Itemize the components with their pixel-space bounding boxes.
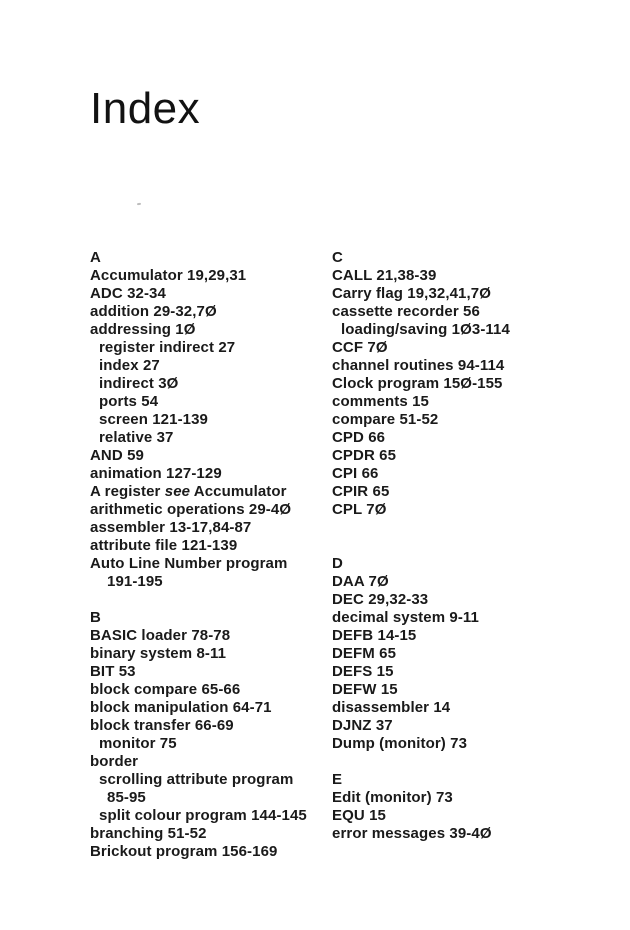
index-entry xyxy=(90,519,332,537)
entry-text: DEFS 15 xyxy=(332,663,394,680)
index-entry xyxy=(90,663,332,681)
index-entry xyxy=(332,735,600,753)
index-entry xyxy=(90,447,332,465)
index-columns xyxy=(90,249,600,861)
entry-text: attribute file 121-139 xyxy=(90,537,238,554)
entry-text: DAA 7Ø xyxy=(332,573,389,590)
entry-text: DEFB 14-15 xyxy=(332,627,417,644)
section-letter-heading: E xyxy=(332,771,343,788)
index-entry xyxy=(90,357,332,375)
entry-text: index 27 xyxy=(99,357,160,374)
entry-text: Carry flag 19,32,41,7Ø xyxy=(332,285,491,302)
index-entry xyxy=(90,339,332,357)
entry-text: binary system 8-11 xyxy=(90,645,227,662)
index-entry xyxy=(332,375,600,393)
index-entry xyxy=(332,573,600,591)
index-column-left xyxy=(90,249,332,861)
index-entry xyxy=(90,573,332,591)
index-column-right xyxy=(332,249,600,861)
entry-text: Brickout program 156-169 xyxy=(90,843,278,860)
index-section-b xyxy=(90,609,332,861)
section-letter-heading: D xyxy=(332,555,343,572)
page-title: Index xyxy=(90,84,201,134)
index-entry xyxy=(332,609,600,627)
entry-text: EQU 15 xyxy=(332,807,386,824)
index-section-e xyxy=(332,771,600,843)
index-entry xyxy=(332,465,600,483)
entry-text: screen 121-139 xyxy=(99,411,208,428)
index-entry xyxy=(90,699,332,717)
index-entry xyxy=(332,393,600,411)
section-letter-heading: C xyxy=(332,249,343,266)
index-entry xyxy=(332,339,600,357)
index-entry xyxy=(90,375,332,393)
entry-text: decimal system 9-11 xyxy=(332,609,479,626)
index-entry xyxy=(332,627,600,645)
entry-text: Clock program 15Ø-155 xyxy=(332,375,503,392)
index-entry xyxy=(90,537,332,555)
entry-text: scrolling attribute program xyxy=(99,771,294,788)
entry-text: assembler 13-17,84-87 xyxy=(90,519,252,536)
entry-text: indirect 3Ø xyxy=(99,375,179,392)
index-entry xyxy=(90,321,332,339)
entry-text: CALL 21,38-39 xyxy=(332,267,437,284)
index-entry xyxy=(90,555,332,573)
index-entry xyxy=(90,429,332,447)
entry-text: Dump (monitor) 73 xyxy=(332,735,468,752)
entry-text: branching 51-52 xyxy=(90,825,207,842)
entry-text: ports 54 xyxy=(99,393,159,410)
index-entry xyxy=(332,501,600,519)
index-entry xyxy=(332,825,600,843)
index-entry xyxy=(332,483,600,501)
index-entry xyxy=(90,627,332,645)
entry-text: ADC 32-34 xyxy=(90,285,166,302)
entry-text: cassette recorder 56 xyxy=(332,303,480,320)
index-entry xyxy=(90,645,332,663)
entry-text: DEFW 15 xyxy=(332,681,398,698)
entry-text: addition 29-32,7Ø xyxy=(90,303,217,320)
index-entry xyxy=(332,267,600,285)
scan-artifact xyxy=(137,203,141,206)
index-entry xyxy=(90,807,332,825)
entry-text: CPI 66 xyxy=(332,465,379,482)
entry-text: Edit (monitor) 73 xyxy=(332,789,453,806)
index-entry xyxy=(90,501,332,519)
entry-text: block transfer 66-69 xyxy=(90,717,234,734)
entry-text: BASIC loader 78-78 xyxy=(90,627,231,644)
entry-text: arithmetic operations 29-4Ø xyxy=(90,501,292,518)
index-entry xyxy=(332,591,600,609)
entry-text: 85-95 xyxy=(107,789,146,806)
entry-text: animation 127-129 xyxy=(90,465,222,482)
entry-text: block compare 65-66 xyxy=(90,681,241,698)
index-entry xyxy=(90,411,332,429)
entry-text: Accumulator 19,29,31 xyxy=(90,267,247,284)
entry-text: Auto Line Number program xyxy=(90,555,288,572)
section-letter-heading: A xyxy=(90,249,101,266)
entry-text: CPDR 65 xyxy=(332,447,397,464)
index-entry xyxy=(332,663,600,681)
entry-text: CPD 66 xyxy=(332,429,386,446)
index-entry xyxy=(332,411,600,429)
index-entry xyxy=(332,321,600,339)
index-entry xyxy=(90,735,332,753)
entry-text: error messages 39-4Ø xyxy=(332,825,492,842)
entry-text: relative 37 xyxy=(99,429,174,446)
entry-text: DJNZ 37 xyxy=(332,717,393,734)
index-entry xyxy=(90,771,332,789)
entry-text: DEFM 65 xyxy=(332,645,397,662)
entry-text: AND 59 xyxy=(90,447,144,464)
index-entry xyxy=(90,681,332,699)
index-entry xyxy=(90,789,332,807)
entry-text: A register xyxy=(90,483,165,500)
entry-text: disassembler 14 xyxy=(332,699,451,716)
entry-text: block manipulation 64-71 xyxy=(90,699,272,716)
index-entry xyxy=(90,717,332,735)
entry-text: border xyxy=(90,753,139,770)
index-entry xyxy=(90,393,332,411)
index-entry xyxy=(332,789,600,807)
entry-text: CPL 7Ø xyxy=(332,501,387,518)
entry-text: 191-195 xyxy=(107,573,163,590)
index-entry xyxy=(90,267,332,285)
entry-text: register indirect 27 xyxy=(99,339,236,356)
index-entry xyxy=(332,699,600,717)
entry-text: DEC 29,32-33 xyxy=(332,591,429,608)
entry-text: comments 15 xyxy=(332,393,429,410)
cross-reference-see: see xyxy=(164,483,191,500)
entry-text: CPIR 65 xyxy=(332,483,390,500)
entry-text: monitor 75 xyxy=(99,735,177,752)
entry-text: CCF 7Ø xyxy=(332,339,388,356)
section-letter-heading: B xyxy=(90,609,101,626)
index-entry xyxy=(332,357,600,375)
entry-text: compare 51-52 xyxy=(332,411,439,428)
entry-text: loading/saving 1Ø3-114 xyxy=(341,321,510,338)
index-entry xyxy=(332,807,600,825)
index-section-a xyxy=(90,249,332,591)
index-entry xyxy=(332,681,600,699)
index-entry xyxy=(332,447,600,465)
index-entry xyxy=(90,843,332,861)
index-entry xyxy=(332,429,600,447)
entry-text: addressing 1Ø xyxy=(90,321,196,338)
index-entry xyxy=(90,483,332,501)
entry-text: split colour program 144-145 xyxy=(99,807,307,824)
index-section-d xyxy=(332,555,600,753)
entry-text: channel routines 94-114 xyxy=(332,357,505,374)
index-entry xyxy=(90,285,332,303)
index-section-c xyxy=(332,249,600,519)
index-entry xyxy=(90,825,332,843)
entry-text: Accumulator xyxy=(190,483,287,500)
entry-text: BIT 53 xyxy=(90,663,136,680)
index-entry xyxy=(332,285,600,303)
index-entry xyxy=(90,303,332,321)
index-entry xyxy=(332,717,600,735)
index-entry xyxy=(90,753,332,771)
index-entry xyxy=(332,645,600,663)
index-entry xyxy=(332,303,600,321)
index-entry xyxy=(90,465,332,483)
